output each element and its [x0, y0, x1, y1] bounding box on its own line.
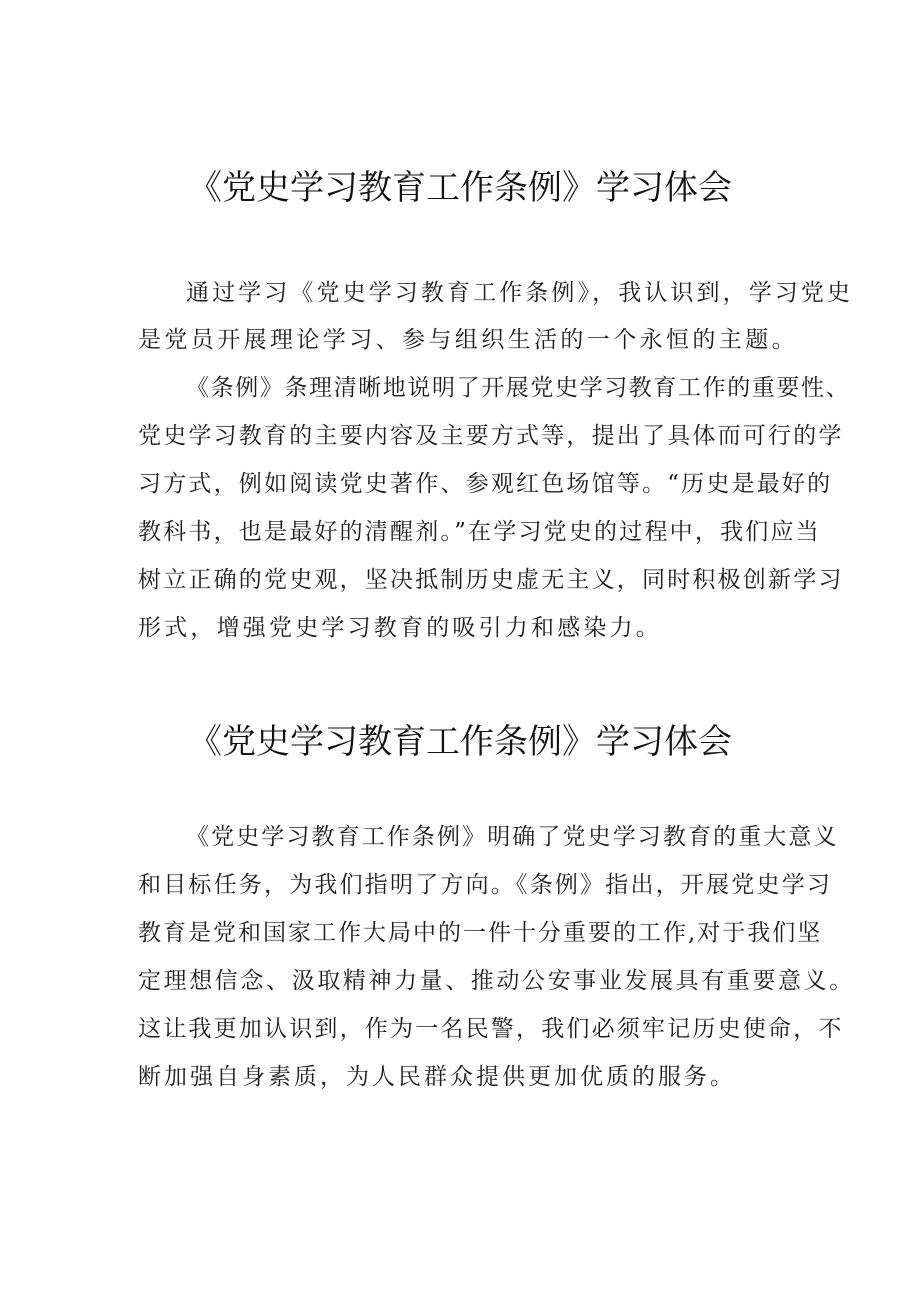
- article-1-line-7: 树立正确的党史观，坚决抵制历史虚无主义，同时积极创新学习: [138, 567, 844, 593]
- article-2-line-5: 这让我更加认识到，作为一名民警，我们必须牢记历史使命，不: [138, 1016, 844, 1042]
- article-2-line-3: 教育是党和国家工作大局中的一件十分重要的工作,对于我们坚: [138, 920, 823, 946]
- article-2-line-2: 和目标任务，为我们指明了方向。《条例》指出，开展党史学习: [138, 872, 833, 898]
- article-1-line-1: 通过学习《党史学习教育工作条例》，我认识到，学习党史: [186, 280, 854, 306]
- article-1-line-3: 《条例》条理清晰地说明了开展党史学习教育工作的重要性、: [186, 375, 851, 401]
- article-1-line-6: 教科书，也是最好的清醒剂。”在学习党史的过程中，我们应当: [138, 519, 821, 545]
- article-2-line-6: 断加强自身素质，为人民群众提供更加优质的服务。: [138, 1064, 736, 1090]
- article-1-line-8: 形式，增强党史学习教育的吸引力和感染力。: [138, 615, 662, 641]
- article-1-title: 《党史学习教育工作条例》学习体会: [188, 168, 732, 208]
- article-2-title: 《党史学习教育工作条例》学习体会: [188, 722, 732, 762]
- article-2-line-4: 定理想信念、汲取精神力量、推动公安事业发展具有重要意义。: [138, 968, 855, 994]
- article-1-line-5: 习方式，例如阅读党史著作、参观红色场馆等。“历史是最好的: [138, 471, 833, 497]
- article-2-line-1: 《党史学习教育工作条例》明确了党史学习教育的重大意义: [186, 824, 839, 850]
- article-1-line-4: 党史学习教育的主要内容及主要方式等，提出了具体而可行的学: [138, 423, 844, 449]
- article-1-line-2: 是党员开展理论学习、参与组织生活的一个永恒的主题。: [138, 327, 798, 353]
